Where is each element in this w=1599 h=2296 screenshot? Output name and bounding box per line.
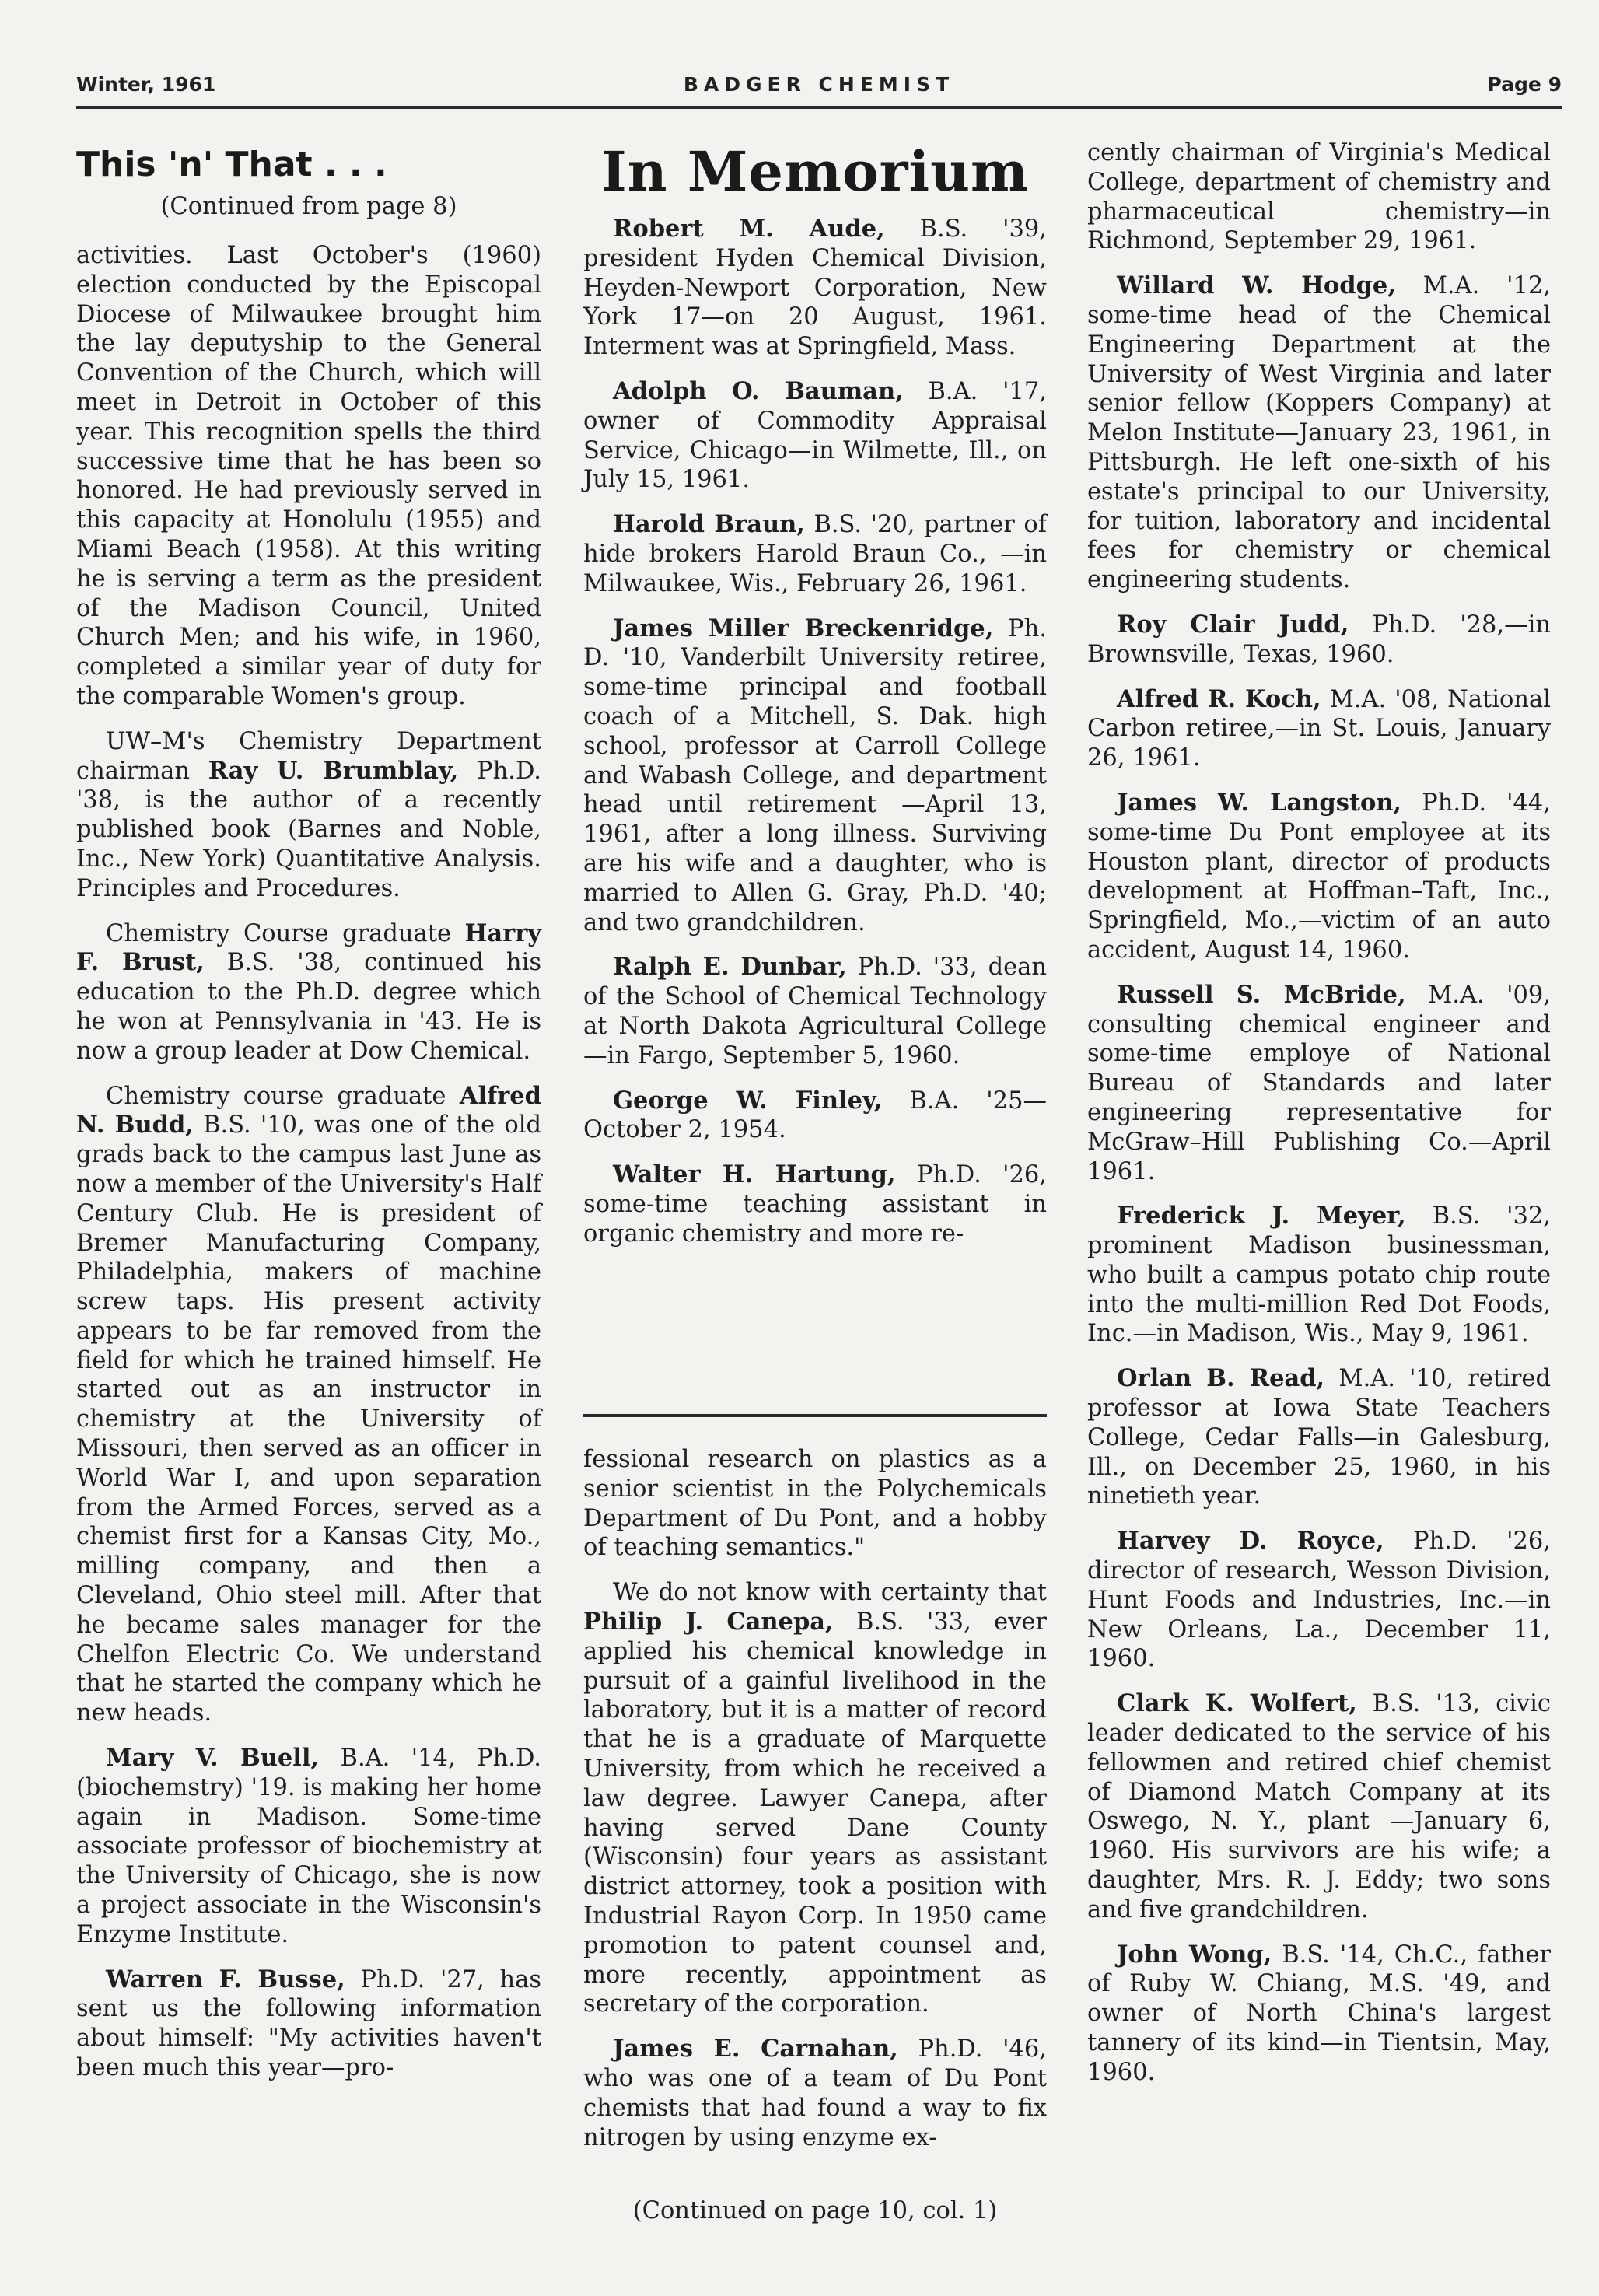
page-number: Page 9: [1487, 73, 1562, 96]
column-2-memoriam: [583, 215, 1047, 1265]
obituary-entry: James W. Langston, Ph.D. '44, some-time Du Pont employee at its Houston plant, director of products development at Hoffman–Taft, Inc., Springfield, Mo.,—victim of an auto accident, August 14, 1960.: [1087, 788, 1551, 964]
person-name: Roy Clair Judd,: [1117, 610, 1349, 639]
person-name: James W. Langston,: [1117, 788, 1402, 817]
column-3-memoriam: [1087, 138, 1551, 2103]
person-name: Willard W. Hodge,: [1117, 271, 1396, 300]
obituary-entry: Clark K. Wolfert, B.S. '13, civic leader dedicated to the service of his fellowmen and retired chief chemist of Diamond Match Company at its Oswego, N. Y., plant —January 6, 1960. His survivors are his wife; a daughter, Mrs. R. J. Eddy; two sons and five grandchildren.: [1087, 1689, 1551, 1923]
obituary-entry: Russell S. McBride, M.A. '09, consulting chemical engineer and some-time employe of National Bureau of Standards and later engineering representative for McGraw–Hill Publishing Co.—April 1961.: [1087, 980, 1551, 1185]
header-rule: [76, 106, 1562, 109]
obituary-continuation: cently chairman of Virginia's Medical College, department of chemistry and pharmaceutical chemistry—in Richmond, September 29, 1961.: [1087, 139, 1551, 255]
continued-on-note: (Continued on page 10, col. 1): [632, 2197, 998, 2224]
person-name: Russell S. McBride,: [1117, 980, 1406, 1009]
obituary-entry: Harold Braun, B.S. '20, partner of hide brokers Harold Braun Co., —in Milwaukee, Wis., February 26, 1961.: [583, 510, 1047, 597]
person-name: John Wong,: [1117, 1940, 1272, 1969]
person-name: Harvey D. Royce,: [1117, 1527, 1384, 1556]
person-name: Clark K. Wolfert,: [1117, 1689, 1357, 1718]
person-name: Alfred N. Budd,: [76, 1081, 541, 1139]
obituary-entry: Roy Clair Judd, Ph.D. '28,—in Brownsville, Texas, 1960.: [1087, 610, 1551, 668]
paragraph: Warren F. Busse, Ph.D. '27, has sent us the following information about himself: "My activities haven't been much this year—pro-: [76, 1965, 541, 2082]
obituary-entry: John Wong, B.S. '14, Ch.C., father of Ruby W. Chiang, M.S. '49, and owner of North China's largest tannery of its kind—in Tientsin, May, 1960.: [1087, 1940, 1551, 2086]
obituary-entry: George W. Finley, B.A. '25—October 2, 1954.: [583, 1086, 1047, 1144]
person-name: Philip J. Canepa,: [583, 1607, 834, 1636]
column-2-continued: [583, 1445, 1047, 2168]
person-name: Frederick J. Meyer,: [1117, 1202, 1406, 1230]
person-name: Harry F. Brust,: [76, 919, 541, 977]
obituary-entry: Robert M. Aude, B.S. '39, president Hyden Chemical Division, Heyden-Newport Corporation, New York 17—on 20 August, 1961. Interment was at Springfield, Mass.: [583, 215, 1047, 361]
paragraph: Chemistry course graduate Alfred N. Budd, B.S. '10, was one of the old grads back to the campus last June as now a member of the University's Half Century Club. He is president of Bremer Manufacturing Company, Philadelphia, makers of machine screw taps. His present activity appears to be far removed from the field for which he trained himself. He started out as an instructor in chemistry at the University of Missouri, then served as an officer in World War I, and upon separation from the Armed Forces, served as a chemist first for a Kansas City, Mo., milling company, and then a Cleveland, Ohio steel mill. After that he became sales manager for the Chelfon Electric Co. We understand that he started the company which he new heads.: [76, 1081, 541, 1727]
person-name: Ralph E. Dunbar,: [613, 953, 847, 982]
obituary-entry: Frederick J. Meyer, B.S. '32, prominent Madison businessman, who built a campus potato chip route into the multi-million Red Dot Foods, Inc.—in Madison, Wis., May 9, 1961.: [1087, 1202, 1551, 1348]
person-name: Warren F. Busse,: [106, 1965, 345, 1993]
person-name: George W. Finley,: [613, 1086, 883, 1115]
section-divider: [583, 1414, 1047, 1417]
person-name: Mary V. Buell,: [106, 1744, 320, 1773]
person-name: James Miller Breckenridge,: [613, 614, 994, 642]
person-name: Walter H. Hartung,: [613, 1160, 896, 1189]
obituary-entry: Walter H. Hartung, Ph.D. '26, some-time teaching assistant in organic chemistry and more re-: [583, 1160, 1048, 1248]
continued-from-note: (Continued from page 8): [160, 193, 457, 220]
section-title-in-memorium: In Memorium: [600, 139, 1030, 204]
issue-date: Winter, 1961: [76, 73, 216, 96]
person-name: Alfred R. Koch,: [1117, 684, 1321, 713]
paragraph: We do not know with certainty that Philip J. Canepa, B.S. '33, ever applied his chemical knowledge in pursuit of a gainful livelihood in the laboratory, but it is a matter of record that he is a graduate of Marquette University, from which he received a law degree. Lawyer Canepa, after having served Dane County (Wisconsin) four years as assistant district attorney, took a position with Industrial Rayon Corp. In 1950 came promotion to patent counsel and, more recently, appointment as secretary of the corporation.: [583, 1579, 1047, 2018]
obituary-entry: Alfred R. Koch, M.A. '08, National Carbon retiree,—in St. Louis, January 26, 1961.: [1087, 684, 1552, 772]
obituary-entry: James Miller Breckenridge, Ph. D. '10, Vanderbilt University retiree, some-time principal and football coach of a Mitchell, S. Dak. high school, professor at Carroll College and Wabash College, and department head until retirement —April 13, 1961, after a long illness. Surviving are his wife and a daughter, who is married to Allen G. Gray, Ph.D. '40; and two grandchildren.: [583, 614, 1047, 936]
section-title-this-n-that: This 'n' That . . .: [76, 145, 387, 184]
person-name: James E. Carnahan,: [613, 2035, 898, 2063]
column-1: [76, 241, 541, 2098]
obituary-entry: Ralph E. Dunbar, Ph.D. '33, dean of the School of Chemical Technology at North Dakota Agricultural College—in Fargo, September 5, 1960.: [583, 953, 1047, 1069]
paragraph: James E. Carnahan, Ph.D. '46, who was one of a team of Du Pont chemists that had found a way to fix nitrogen by using enzyme ex-: [583, 2035, 1047, 2151]
paragraph: fessional research on plastics as a senior scientist in the Polychemicals Department of Du Pont, and a hobby of teaching semantics.": [583, 1446, 1047, 1562]
paragraph: activities. Last October's (1960) election conducted by the Episcopal Diocese of Milwaukee brought him the lay deputyship to the General Convention of the Church, which will meet in Detroit in October of this year. This recognition spells the third successive time that he has been so honored. He had previously served in this capacity at Honolulu (1955) and Miami Beach (1958). At this writing he is serving a term as the president of the Madison Council, United Church Men; and his wife, in 1960, completed a similar year of duty for the comparable Women's group.: [76, 242, 541, 710]
obituary-entry: Orlan B. Read, M.A. '10, retired professor at Iowa State Teachers College, Cedar Falls—in Galesburg, Ill., on December 25, 1960, in his ninetieth year.: [1087, 1364, 1551, 1510]
person-name: Ray U. Brumblay,: [208, 756, 459, 785]
obituary-entry: Harvey D. Royce, Ph.D. '26, director of research, Wesson Division, Hunt Foods and Industries, Inc.—in New Orleans, La., December 11, 1960.: [1087, 1527, 1551, 1673]
obituary-entry: Willard W. Hodge, M.A. '12, some-time head of the Chemical Engineering Department at the University of West Virginia and later senior fellow (Koppers Company) at Melon Institute—January 23, 1961, in Pittsburgh. He left one-sixth of his estate's principal to our University, for tuition, laboratory and incidental fees for chemistry or chemical engineering students.: [1087, 271, 1551, 594]
publication-title: BADGER CHEMIST: [683, 73, 955, 96]
paragraph: Mary V. Buell, B.A. '14, Ph.D. (biochemstry) '19. is making her home again in Madison. Some-time associate professor of biochemistry at the University of Chicago, she is now a project associate in the Wisconsin's Enzyme Institute.: [76, 1744, 542, 1948]
paragraph: Chemistry Course graduate Harry F. Brust, B.S. '38, continued his education to the Ph.D. degree which he won at Pennsylvania in '43. He is now a group leader at Dow Chemical.: [76, 919, 541, 1065]
person-name: Robert M. Aude,: [613, 215, 885, 243]
paragraph: UW–M's Chemistry Department chairman Ray U. Brumblay, Ph.D. '38, is the author of a recently published book (Barnes and Noble, Inc., New York) Quantitative Analysis. Principles and Procedures.: [76, 727, 542, 902]
person-name: Adolph O. Bauman,: [613, 376, 904, 405]
person-name: Harold Braun,: [613, 510, 805, 539]
obituary-entry: Adolph O. Bauman, B.A. '17, owner of Commodity Appraisal Service, Chicago—in Wilmette, Ill., on July 15, 1961.: [583, 376, 1047, 494]
person-name: Orlan B. Read,: [1117, 1364, 1325, 1393]
